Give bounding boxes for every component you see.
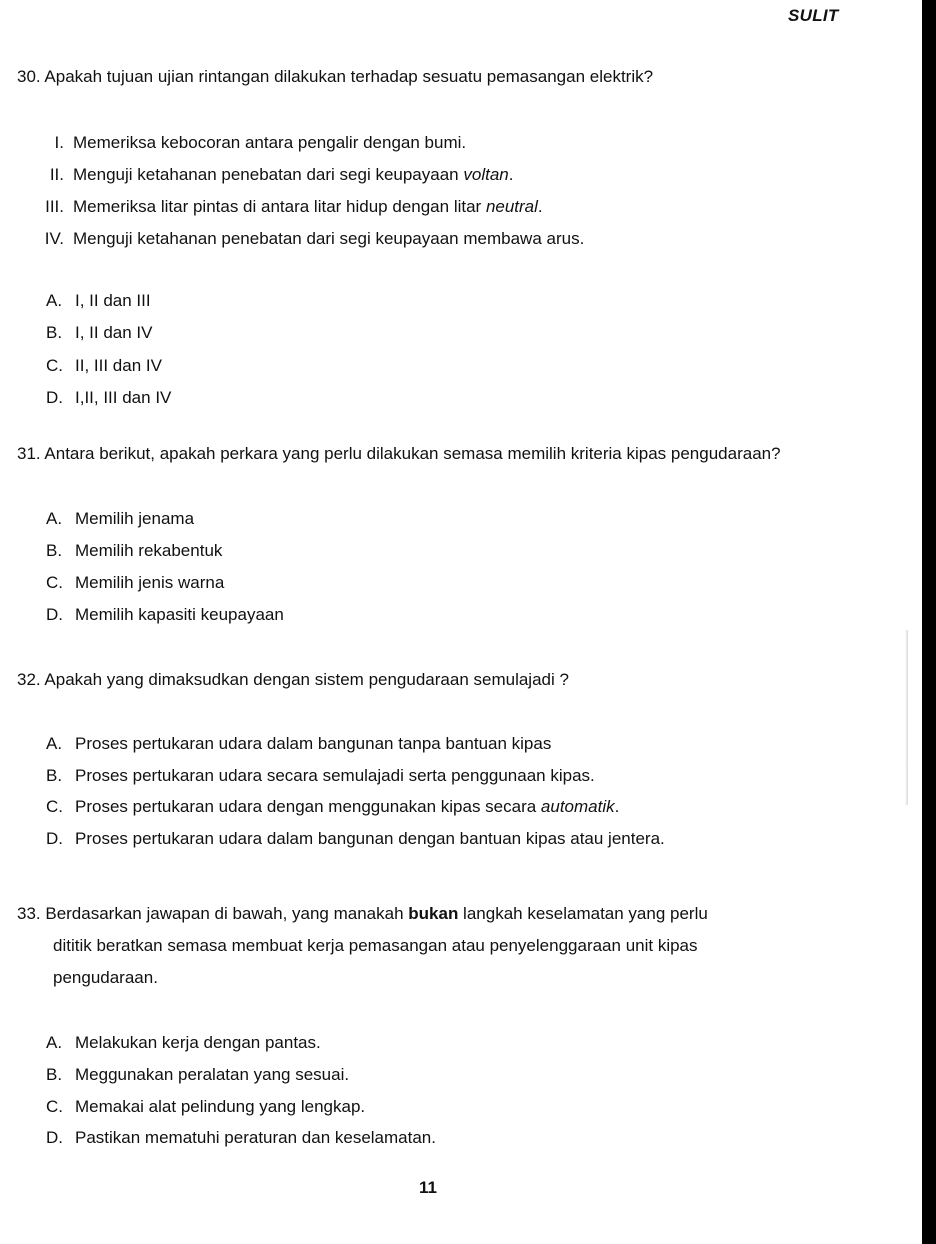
statement-italic-term: neutral (485, 197, 538, 216)
option-text: II, III dan IV (75, 356, 162, 375)
q30-statement-1 (36, 132, 466, 154)
statement-punct: . (537, 197, 543, 216)
statement-numeral: I. (54, 133, 64, 152)
statement-text: Memeriksa litar pintas di antara litar hidup dengan litar (73, 197, 486, 216)
option-letter: D. (46, 1128, 63, 1147)
option-text: Memilih jenama (75, 509, 195, 528)
option-text: Meggunakan peralatan yang sesuai. (75, 1065, 350, 1084)
option-letter: C. (46, 573, 63, 592)
option-italic-term: automatik (540, 797, 615, 816)
option-punct: . (614, 797, 620, 816)
q32-option-d[interactable] (46, 828, 665, 850)
option-text: I, II dan IV (75, 323, 153, 342)
question-31-text: 31. Antara berikut, apakah perkara yang perlu dilakukan semasa memilih kriteria kipas pengudaraan? (17, 444, 781, 463)
q30-option-c[interactable] (46, 355, 162, 377)
q30-statement-3 (36, 196, 543, 218)
statement-punct: . (508, 165, 514, 184)
option-text: Melakukan kerja dengan pantas. (75, 1033, 321, 1052)
option-text: Proses pertukaran udara dengan menggunakan kipas secara (75, 797, 541, 816)
q33-line-2: dititik beratkan semasa membuat kerja pemasangan atau penyelenggaraan unit kipas (53, 936, 698, 955)
q33-line-3: pengudaraan. (53, 968, 158, 987)
q30-option-a[interactable] (46, 290, 151, 312)
option-letter: A. (46, 291, 63, 310)
q32-option-b[interactable] (46, 765, 595, 787)
q33-text-start: 33. Berdasarkan jawapan di bawah, yang manakah (17, 904, 409, 923)
q32-option-a[interactable] (46, 733, 551, 755)
option-letter: D. (46, 829, 63, 848)
scan-border (922, 0, 936, 1244)
option-text: Pastikan mematuhi peraturan dan keselamatan. (75, 1128, 436, 1147)
q30-option-d[interactable] (46, 387, 171, 409)
option-text: Memilih jenis warna (75, 573, 225, 592)
statement-text: Menguji ketahanan penebatan dari segi keupayaan (73, 165, 464, 184)
q31-option-b[interactable] (46, 540, 222, 562)
statement-text: Menguji ketahanan penebatan dari segi keupayaan membawa arus. (73, 229, 585, 248)
option-letter: B. (46, 541, 63, 560)
statement-numeral: II. (49, 165, 64, 184)
option-text: Proses pertukaran udara dalam bangunan tanpa bantuan kipas (75, 734, 552, 753)
q31-option-a[interactable] (46, 508, 194, 530)
option-letter: C. (46, 356, 63, 375)
q31-option-c[interactable] (46, 572, 224, 594)
option-letter: A. (46, 509, 63, 528)
option-letter: B. (46, 323, 63, 342)
option-letter: C. (46, 1097, 63, 1116)
q31-option-d[interactable] (46, 604, 284, 626)
q30-option-b[interactable] (46, 322, 153, 344)
statement-italic-term: voltan (463, 165, 509, 184)
header-sulit: SULIT (788, 6, 839, 25)
option-text: Proses pertukaran udara dalam bangunan dengan bantuan kipas atau jentera. (75, 829, 665, 848)
statement-numeral: IV. (44, 229, 64, 248)
q32-option-c[interactable] (46, 796, 619, 818)
option-letter: A. (46, 734, 63, 753)
option-letter: B. (46, 1065, 63, 1084)
statement-text: Memeriksa kebocoran antara pengalir dengan bumi. (73, 133, 467, 152)
option-letter: D. (46, 605, 63, 624)
question-33-text (17, 898, 807, 994)
q33-option-c[interactable] (46, 1096, 365, 1118)
option-text: Memakai alat pelindung yang lengkap. (75, 1097, 366, 1116)
option-text: I,II, III dan IV (75, 388, 172, 407)
question-30-text: 30. Apakah tujuan ujian rintangan dilakukan terhadap sesuatu pemasangan elektrik? (17, 67, 654, 86)
page-number: 11 (419, 1178, 437, 1197)
q30-statement-4 (36, 228, 584, 250)
q33-option-d[interactable] (46, 1127, 436, 1149)
option-text: I, II dan III (75, 291, 151, 310)
option-text: Proses pertukaran udara secara semulajadi serta penggunaan kipas. (75, 766, 595, 785)
option-letter: A. (46, 1033, 63, 1052)
statement-numeral: III. (45, 197, 64, 216)
option-letter: C. (46, 797, 63, 816)
q33-option-a[interactable] (46, 1032, 321, 1054)
page-edge-shadow (905, 630, 908, 805)
option-letter: B. (46, 766, 63, 785)
q33-bold-keyword: bukan (408, 904, 459, 923)
q30-statement-2 (36, 164, 513, 186)
option-text: Memilih kapasiti keupayaan (75, 605, 284, 624)
q33-text-end: langkah keselamatan yang perlu (458, 904, 708, 923)
option-letter: D. (46, 388, 63, 407)
q33-option-b[interactable] (46, 1064, 349, 1086)
question-32-text: 32. Apakah yang dimaksudkan dengan sistem pengudaraan semulajadi ? (17, 670, 569, 689)
option-text: Memilih rekabentuk (75, 541, 223, 560)
